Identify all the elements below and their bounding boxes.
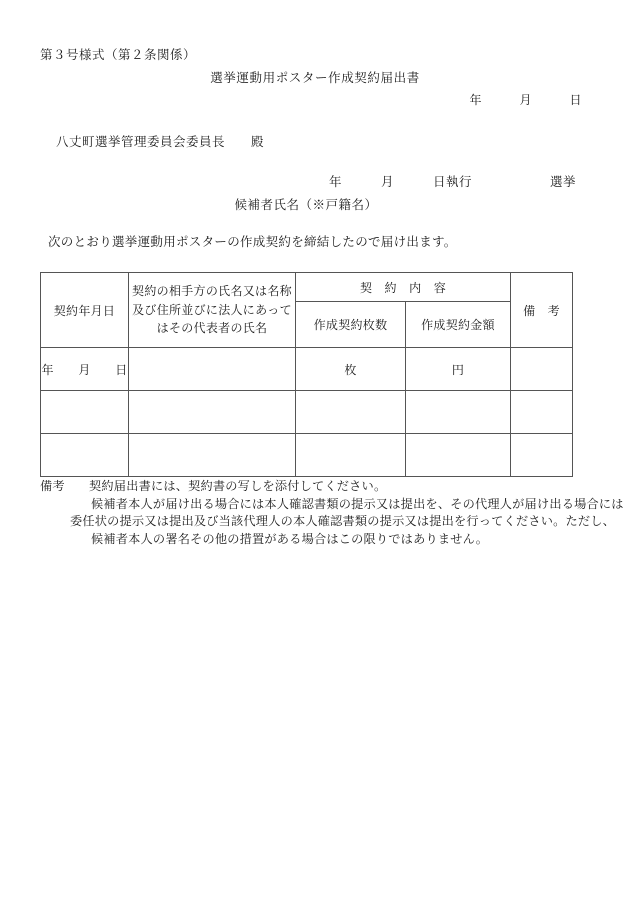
header-contract-date: 契約年月日 <box>41 273 129 348</box>
cell-counterparty[interactable] <box>129 434 296 477</box>
note-text-1: 契約届出書には、契約書の写しを添付してください。 <box>89 479 387 493</box>
intro-statement: 次のとおり選挙運動用ポスターの作成契約を締結したので届け出ます。 <box>48 235 457 249</box>
cell-sheets[interactable]: 枚 <box>296 348 406 391</box>
cell-sheets[interactable] <box>296 391 406 434</box>
addressee-line: 八丈町選挙管理委員会委員長 殿 <box>56 135 265 149</box>
table-row <box>41 434 573 477</box>
cell-counterparty[interactable] <box>129 391 296 434</box>
header-amount: 作成契約金額 <box>406 302 511 348</box>
cell-contract-date[interactable]: 年 月 日 <box>41 348 129 391</box>
header-contract-details: 契 約 内 容 <box>296 273 511 302</box>
table-row <box>41 391 573 434</box>
header-counterparty: 契約の相手方の氏名又は名称及び住所並びに法人にあってはその代表者の氏名 <box>129 273 296 348</box>
contract-table <box>40 272 573 477</box>
cell-remarks[interactable] <box>511 391 573 434</box>
election-execution-line: 年 月 日執行 選挙 <box>328 175 576 189</box>
cell-amount[interactable] <box>406 434 511 477</box>
notes-label: 備考 <box>40 479 65 493</box>
cell-sheets[interactable] <box>296 434 406 477</box>
cell-amount[interactable] <box>406 391 511 434</box>
cell-remarks[interactable] <box>511 348 573 391</box>
header-sheets: 作成契約枚数 <box>296 302 406 348</box>
table-row <box>41 348 573 391</box>
cell-remarks[interactable] <box>511 434 573 477</box>
header-remarks: 備 考 <box>511 273 573 348</box>
submission-date-blank: 年 月 日 <box>469 93 582 107</box>
candidate-name-line: 候補者氏名（※戸籍名） <box>234 198 378 212</box>
note-line-1 <box>40 478 600 496</box>
note-line-4: 候補者本人の署名その他の措置がある場合はこの限りではありません。 <box>91 532 489 547</box>
note-line-2: 候補者本人が届け出る場合には本人確認書類の提示又は提出を、その代理人が届け出る場合には <box>91 496 624 511</box>
cell-counterparty[interactable] <box>129 348 296 391</box>
form-number: 第３号様式（第２条関係） <box>40 48 197 62</box>
footnotes <box>40 478 624 549</box>
note-line-3: 委任状の提示又は提出及び当該代理人の本人確認書類の提示又は提出を行ってください。ただし、 <box>70 514 616 529</box>
cell-contract-date[interactable] <box>41 391 129 434</box>
table-header-row-1 <box>41 273 573 302</box>
cell-contract-date[interactable] <box>41 434 129 477</box>
document-title: 選挙運動用ポスター作成契約届出書 <box>210 71 420 85</box>
cell-amount[interactable]: 円 <box>406 348 511 391</box>
